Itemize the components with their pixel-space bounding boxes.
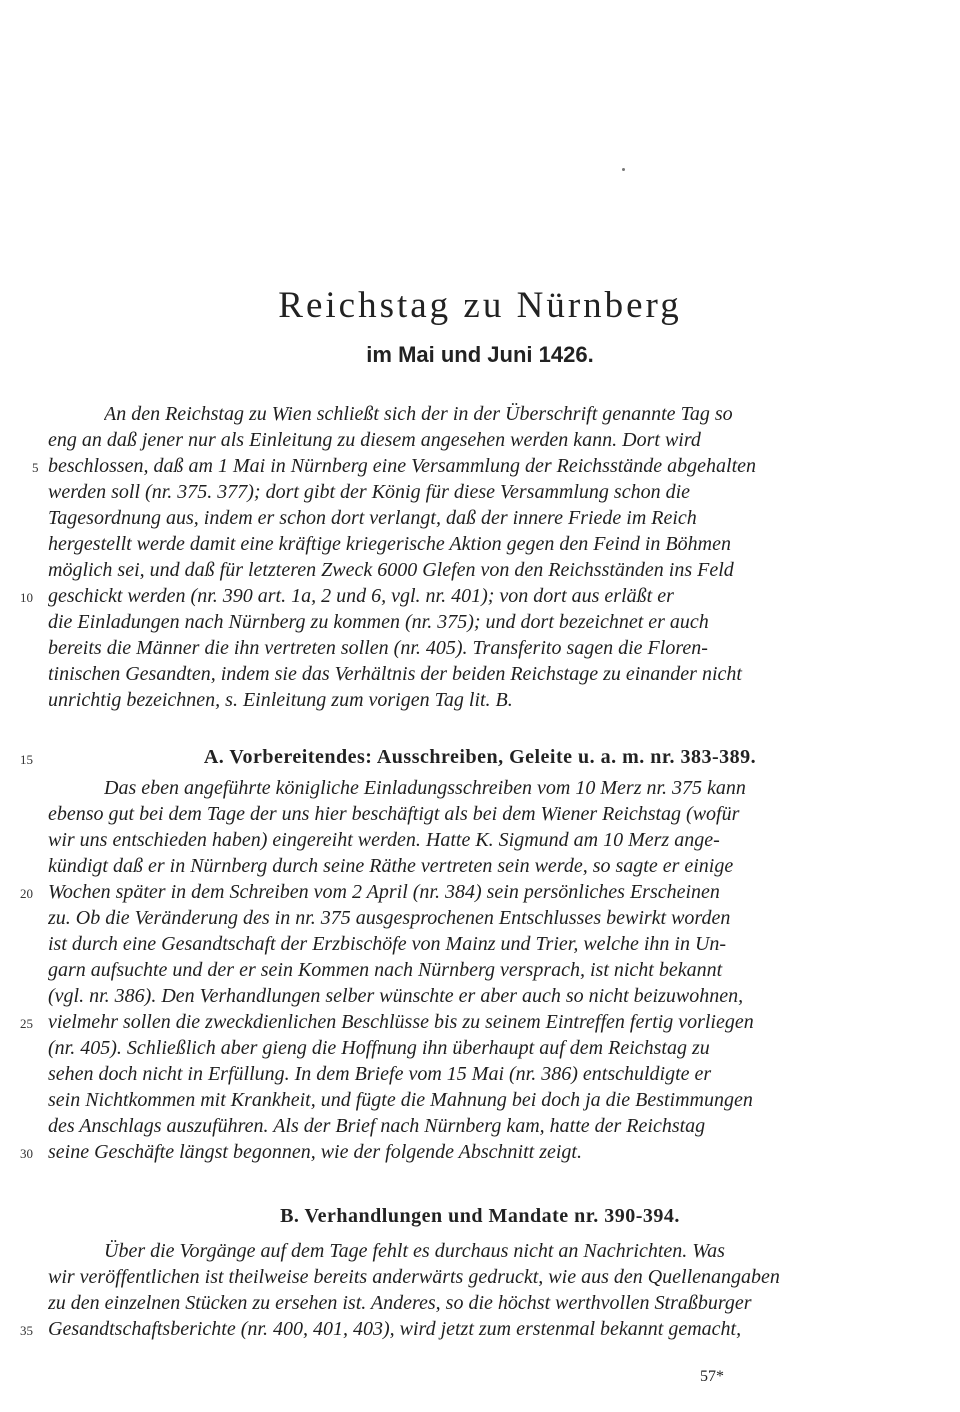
section-b-line: Über die Vorgänge auf dem Tage fehlt es durchaus nicht an Nachrichten. Was <box>104 1240 725 1262</box>
intro-line: bereits die Männer die ihn vertreten sollen (nr. 405). Transferito sagen die Floren- <box>48 637 708 659</box>
section-a-line: (vgl. nr. 386). Den Verhandlungen selber wünschte er aber auch so nicht beizuwohnen, <box>48 985 744 1007</box>
print-speck <box>622 168 625 171</box>
page-subtitle: im Mai und Juni 1426. <box>366 342 594 367</box>
intro-line: eng an daß jener nur als Einleitung zu diesem angesehen werden kann. Dort wird <box>48 429 701 451</box>
line-number: 30 <box>20 1146 33 1161</box>
intro-line: An den Reichstag zu Wien schließt sich der in der Überschrift genannte Tag so <box>104 403 733 425</box>
intro-line: die Einladungen nach Nürnberg zu kommen (nr. 375); und dort bezeichnet er auch <box>48 611 709 633</box>
line-number: 35 <box>20 1323 33 1338</box>
page-number: 57* <box>700 1368 724 1385</box>
intro-line: hergestellt werde damit eine kräftige kriegerische Aktion gegen den Feind in Böhmen <box>48 533 731 555</box>
line-number: 5 <box>32 460 39 475</box>
section-a-line: (nr. 405). Schließlich aber gieng die Hoffnung ihn überhaupt auf dem Reichstag zu <box>48 1037 710 1059</box>
intro-line: Tagesordnung aus, indem er schon dort verlangt, daß der innere Friede im Reich <box>48 507 697 529</box>
intro-line: tinischen Gesandten, indem sie das Verhältnis der beiden Reichstage zu einander nicht <box>48 663 742 685</box>
section-a-line: kündigt daß er in Nürnberg durch seine Räthe vertreten sein werde, so sagte er einige <box>48 855 734 877</box>
line-number: 10 <box>20 590 33 605</box>
section-a-line: zu. Ob die Veränderung des in nr. 375 ausgesprochenen Entschlusses bewirkt worden <box>48 907 731 929</box>
line-number: 20 <box>20 886 33 901</box>
section-a-line: garn aufsuchte und der er sein Kommen nach Nürnberg versprach, ist nicht bekannt <box>48 959 723 981</box>
intro-line: beschlossen, daß am 1 Mai in Nürnberg eine Versammlung der Reichsstände abgehalten <box>48 455 757 477</box>
intro-line: unrichtig bezeichnen, s. Einleitung zum vorigen Tag lit. B. <box>48 689 513 711</box>
section-a-heading: A. Vorbereitendes: Ausschreiben, Geleite u. a. m. nr. 383-389. <box>203 746 757 768</box>
section-a-line: des Anschlags auszuführen. Als der Brief nach Nürnberg kam, hatte der Reichstag <box>48 1115 706 1137</box>
section-b-line: Gesandtschaftsberichte (nr. 400, 401, 403), wird jetzt zum erstenmal bekannt gemacht, <box>48 1318 742 1340</box>
line-number: 15 <box>20 752 33 767</box>
section-a-line: sein Nichtkommen mit Krankheit, und fügte die Mahnung bei doch ja die Bestimmungen <box>48 1089 753 1111</box>
section-b-line: wir veröffentlichen ist theilweise bereits anderwärts gedruckt, wie aus den Quellenangaben <box>48 1266 780 1288</box>
section-a-line: ist durch eine Gesandtschaft der Erzbischöfe von Mainz und Trier, welche ihn in Un- <box>48 933 727 955</box>
section-a-line: wir uns entschieden haben) eingereiht werden. Hatte K. Sigmund am 10 Merz ange- <box>48 829 720 851</box>
section-a-line: Wochen später in dem Schreiben vom 2 April (nr. 384) sein persönliches Erscheinen <box>48 881 720 903</box>
section-b-heading: B. Verhandlungen und Mandate nr. 390-394. <box>280 1205 680 1227</box>
section-a-line: ebenso gut bei dem Tage der uns hier beschäftigt als bei dem Wiener Reichstag (wofür <box>48 803 740 825</box>
intro-line: möglich sei, und daß für letzteren Zweck 6000 Glefen von den Reichsständen ins Feld <box>48 559 734 581</box>
page-title: Reichstag zu Nürnberg <box>278 285 682 326</box>
section-a-line: seine Geschäfte längst begonnen, wie der folgende Abschnitt zeigt. <box>48 1141 582 1163</box>
section-b-line: zu den einzelnen Stücken zu ersehen ist. Anderes, so die höchst werthvollen Straßburger <box>48 1292 752 1314</box>
intro-line: geschickt werden (nr. 390 art. 1a, 2 und 6, vgl. nr. 401); von dort aus erläßt er <box>48 585 674 607</box>
intro-line: werden soll (nr. 375. 377); dort gibt der König für diese Versammlung schon die <box>48 481 691 503</box>
section-a-line: sehen doch nicht in Erfüllung. In dem Briefe vom 15 Mai (nr. 386) entschuldigte er <box>48 1063 712 1085</box>
section-a-line: vielmehr sollen die zweckdienlichen Beschlüsse bis zu seinem Eintreffen fertig vorliegen <box>48 1011 754 1033</box>
section-a-line: Das eben angeführte königliche Einladungsschreiben vom 10 Merz nr. 375 kann <box>104 777 746 799</box>
line-number: 25 <box>20 1016 33 1031</box>
